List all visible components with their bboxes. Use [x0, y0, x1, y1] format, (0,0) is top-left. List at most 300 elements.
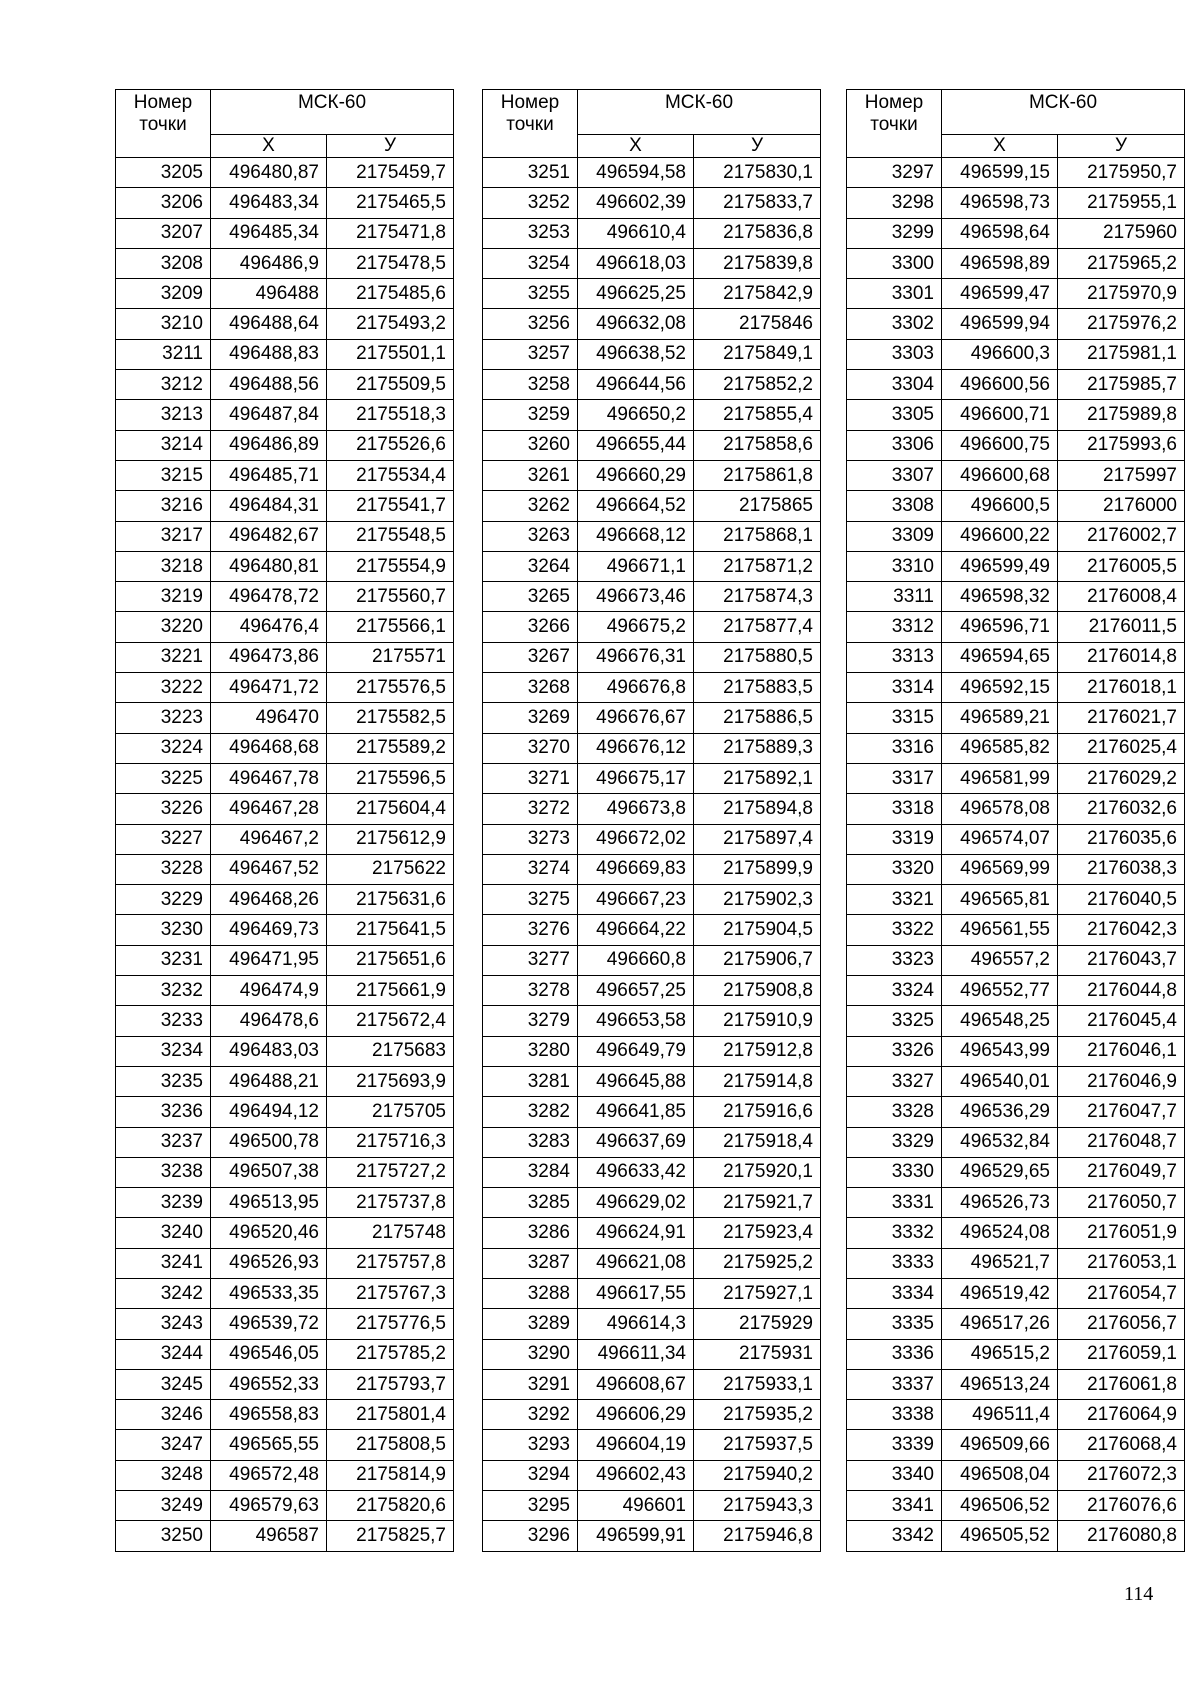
point-number-cell: 3214	[116, 430, 211, 460]
x-coordinate-cell: 496513,95	[211, 1188, 327, 1218]
y-coordinate-cell: 2175997	[1058, 460, 1185, 490]
y-coordinate-cell: 2175865	[694, 491, 821, 521]
x-coordinate-cell: 496488,21	[211, 1066, 327, 1096]
point-number-cell: 3267	[483, 642, 578, 672]
point-number-cell: 3294	[483, 1460, 578, 1490]
point-number-cell: 3341	[847, 1491, 942, 1521]
table-row	[483, 1248, 821, 1278]
point-number-cell: 3335	[847, 1309, 942, 1339]
x-coordinate-cell: 496611,34	[578, 1339, 694, 1369]
table-row	[116, 1127, 454, 1157]
x-coordinate-cell: 496488,64	[211, 309, 327, 339]
table-row	[483, 642, 821, 672]
table-row	[116, 642, 454, 672]
x-coordinate-cell: 496600,5	[942, 491, 1058, 521]
table-row	[116, 1036, 454, 1066]
y-coordinate-cell: 2175931	[694, 1339, 821, 1369]
y-coordinate-cell: 2176044,8	[1058, 976, 1185, 1006]
x-coordinate-cell: 496585,82	[942, 733, 1058, 763]
x-coordinate-cell: 496558,83	[211, 1400, 327, 1430]
y-coordinate-cell: 2175892,1	[694, 763, 821, 793]
y-coordinate-cell: 2175612,9	[327, 824, 454, 854]
table-row	[847, 188, 1185, 218]
point-number-cell: 3276	[483, 915, 578, 945]
table-row	[847, 1309, 1185, 1339]
table-row	[847, 733, 1185, 763]
point-number-cell: 3296	[483, 1521, 578, 1551]
point-number-cell: 3319	[847, 824, 942, 854]
x-coordinate-cell: 496598,89	[942, 248, 1058, 278]
y-coordinate-cell: 2175459,7	[327, 158, 454, 188]
table-row	[483, 794, 821, 824]
coordinate-system-header: МСК-60	[578, 90, 821, 135]
x-coordinate-cell: 496480,81	[211, 551, 327, 581]
table-row	[847, 703, 1185, 733]
y-coordinate-cell: 2175705	[327, 1097, 454, 1127]
table-row	[483, 1369, 821, 1399]
x-coordinate-cell: 496600,3	[942, 339, 1058, 369]
point-number-cell: 3240	[116, 1218, 211, 1248]
x-coordinate-cell: 496649,79	[578, 1036, 694, 1066]
x-coordinate-cell: 496594,58	[578, 158, 694, 188]
x-coordinate-cell: 496606,29	[578, 1400, 694, 1430]
x-coordinate-cell: 496621,08	[578, 1248, 694, 1278]
point-number-cell: 3246	[116, 1400, 211, 1430]
table-row	[116, 854, 454, 884]
y-coordinate-cell: 2175604,4	[327, 794, 454, 824]
point-number-cell: 3325	[847, 1006, 942, 1036]
x-coordinate-cell: 496473,86	[211, 642, 327, 672]
point-number-cell: 3208	[116, 248, 211, 278]
point-number-cell: 3210	[116, 309, 211, 339]
x-coordinate-cell: 496637,69	[578, 1127, 694, 1157]
y-coordinate-cell: 2176032,6	[1058, 794, 1185, 824]
x-coordinate-cell: 496515,2	[942, 1339, 1058, 1369]
x-coordinate-cell: 496543,99	[942, 1036, 1058, 1066]
table-row	[116, 1460, 454, 1490]
point-number-cell: 3333	[847, 1248, 942, 1278]
point-number-cell: 3229	[116, 885, 211, 915]
point-number-cell: 3336	[847, 1339, 942, 1369]
point-number-cell: 3273	[483, 824, 578, 854]
y-coordinate-cell: 2175910,9	[694, 1006, 821, 1036]
point-number-cell: 3238	[116, 1157, 211, 1187]
point-number-cell: 3287	[483, 1248, 578, 1278]
point-number-cell: 3297	[847, 158, 942, 188]
y-coordinate-cell: 2175560,7	[327, 582, 454, 612]
y-coordinate-cell: 2175914,8	[694, 1066, 821, 1096]
x-coordinate-cell: 496533,35	[211, 1278, 327, 1308]
table-row	[847, 1097, 1185, 1127]
y-coordinate-cell: 2175933,1	[694, 1369, 821, 1399]
y-coordinate-cell: 2175548,5	[327, 521, 454, 551]
x-coordinate-cell: 496587	[211, 1521, 327, 1551]
point-number-cell: 3231	[116, 945, 211, 975]
table-row	[483, 521, 821, 551]
y-column-header: У	[1058, 135, 1185, 158]
point-number-cell: 3327	[847, 1066, 942, 1096]
x-coordinate-cell: 496599,49	[942, 551, 1058, 581]
x-coordinate-cell: 496664,52	[578, 491, 694, 521]
x-coordinate-cell: 496486,9	[211, 248, 327, 278]
x-coordinate-cell: 496471,95	[211, 945, 327, 975]
y-coordinate-cell: 2175981,1	[1058, 339, 1185, 369]
point-number-cell: 3257	[483, 339, 578, 369]
table-row	[483, 339, 821, 369]
table-row	[483, 370, 821, 400]
y-coordinate-cell: 2175921,7	[694, 1188, 821, 1218]
x-coordinate-cell: 496671,1	[578, 551, 694, 581]
point-number-cell: 3314	[847, 673, 942, 703]
y-coordinate-cell: 2175925,2	[694, 1248, 821, 1278]
table-row	[116, 1400, 454, 1430]
y-coordinate-cell: 2176018,1	[1058, 673, 1185, 703]
y-coordinate-cell: 2176025,4	[1058, 733, 1185, 763]
y-coordinate-cell: 2176048,7	[1058, 1127, 1185, 1157]
y-coordinate-cell: 2176021,7	[1058, 703, 1185, 733]
x-coordinate-cell: 496467,52	[211, 854, 327, 884]
point-number-cell: 3221	[116, 642, 211, 672]
point-number-cell: 3224	[116, 733, 211, 763]
y-coordinate-cell: 2175916,6	[694, 1097, 821, 1127]
x-coordinate-cell: 496667,23	[578, 885, 694, 915]
point-number-cell: 3253	[483, 218, 578, 248]
y-coordinate-cell: 2175651,6	[327, 945, 454, 975]
x-coordinate-cell: 496602,39	[578, 188, 694, 218]
point-number-cell: 3237	[116, 1127, 211, 1157]
point-number-cell: 3334	[847, 1278, 942, 1308]
y-coordinate-cell: 2175748	[327, 1218, 454, 1248]
table-row	[483, 763, 821, 793]
table-row	[847, 1521, 1185, 1551]
point-number-cell: 3258	[483, 370, 578, 400]
y-coordinate-cell: 2175471,8	[327, 218, 454, 248]
y-coordinate-cell: 2175855,4	[694, 400, 821, 430]
table-row	[116, 460, 454, 490]
y-coordinate-cell: 2175836,8	[694, 218, 821, 248]
x-coordinate-cell: 496601	[578, 1491, 694, 1521]
y-coordinate-cell: 2175767,3	[327, 1278, 454, 1308]
x-coordinate-cell: 496669,83	[578, 854, 694, 884]
table-row	[483, 248, 821, 278]
point-number-cell: 3228	[116, 854, 211, 884]
table-row	[116, 976, 454, 1006]
point-number-cell: 3283	[483, 1127, 578, 1157]
y-coordinate-cell: 2176002,7	[1058, 521, 1185, 551]
x-coordinate-cell: 496600,56	[942, 370, 1058, 400]
table-row	[483, 1400, 821, 1430]
y-coordinate-cell: 2175923,4	[694, 1218, 821, 1248]
y-coordinate-cell: 2175509,5	[327, 370, 454, 400]
y-coordinate-cell: 2175960	[1058, 218, 1185, 248]
y-coordinate-cell: 2176000	[1058, 491, 1185, 521]
table-row	[483, 188, 821, 218]
x-coordinate-cell: 496509,66	[942, 1430, 1058, 1460]
x-coordinate-cell: 496536,29	[942, 1097, 1058, 1127]
point-number-cell: 3248	[116, 1460, 211, 1490]
point-number-cell: 3324	[847, 976, 942, 1006]
x-coordinate-cell: 496676,12	[578, 733, 694, 763]
table-row	[847, 1157, 1185, 1187]
y-coordinate-cell: 2176008,4	[1058, 582, 1185, 612]
x-coordinate-cell: 496660,29	[578, 460, 694, 490]
point-number-cell: 3338	[847, 1400, 942, 1430]
point-number-cell: 3223	[116, 703, 211, 733]
point-number-cell: 3212	[116, 370, 211, 400]
y-coordinate-cell: 2176042,3	[1058, 915, 1185, 945]
x-coordinate-cell: 496488,56	[211, 370, 327, 400]
point-number-cell: 3251	[483, 158, 578, 188]
table-row	[483, 1157, 821, 1187]
x-coordinate-cell: 496610,4	[578, 218, 694, 248]
point-number-cell: 3302	[847, 309, 942, 339]
point-number-cell: 3266	[483, 612, 578, 642]
point-number-cell: 3326	[847, 1036, 942, 1066]
y-coordinate-cell: 2175877,4	[694, 612, 821, 642]
y-coordinate-cell: 2175518,3	[327, 400, 454, 430]
y-coordinate-cell: 2175880,5	[694, 642, 821, 672]
point-number-cell: 3315	[847, 703, 942, 733]
x-coordinate-cell: 496600,71	[942, 400, 1058, 430]
x-coordinate-cell: 496511,4	[942, 1400, 1058, 1430]
x-coordinate-cell: 496592,15	[942, 673, 1058, 703]
point-number-cell: 3250	[116, 1521, 211, 1551]
point-number-cell: 3220	[116, 612, 211, 642]
y-coordinate-cell: 2176047,7	[1058, 1097, 1185, 1127]
x-coordinate-cell: 496638,52	[578, 339, 694, 369]
x-coordinate-cell: 496467,2	[211, 824, 327, 854]
point-number-cell: 3293	[483, 1430, 578, 1460]
point-number-cell: 3241	[116, 1248, 211, 1278]
table-row	[483, 430, 821, 460]
x-coordinate-cell: 496572,48	[211, 1460, 327, 1490]
table-row	[847, 824, 1185, 854]
x-coordinate-cell: 496633,42	[578, 1157, 694, 1187]
x-coordinate-cell: 496468,26	[211, 885, 327, 915]
x-coordinate-cell: 496483,34	[211, 188, 327, 218]
x-coordinate-cell: 496488	[211, 279, 327, 309]
point-number-cell: 3262	[483, 491, 578, 521]
table-row	[483, 1460, 821, 1490]
y-coordinate-cell: 2175985,7	[1058, 370, 1185, 400]
x-coordinate-cell: 496589,21	[942, 703, 1058, 733]
x-coordinate-cell: 496602,43	[578, 1460, 694, 1490]
table-row	[483, 309, 821, 339]
y-coordinate-cell: 2175849,1	[694, 339, 821, 369]
y-coordinate-cell: 2175622	[327, 854, 454, 884]
y-coordinate-cell: 2175693,9	[327, 1066, 454, 1096]
y-coordinate-cell: 2175571	[327, 642, 454, 672]
x-coordinate-cell: 496675,2	[578, 612, 694, 642]
x-coordinate-cell: 496468,68	[211, 733, 327, 763]
table-row	[483, 279, 821, 309]
table-row	[483, 460, 821, 490]
y-coordinate-cell: 2175776,5	[327, 1309, 454, 1339]
y-coordinate-cell: 2175970,9	[1058, 279, 1185, 309]
table-row	[847, 612, 1185, 642]
table-row	[483, 824, 821, 854]
y-coordinate-cell: 2175861,8	[694, 460, 821, 490]
x-coordinate-cell: 496594,65	[942, 642, 1058, 672]
point-number-cell: 3232	[116, 976, 211, 1006]
y-coordinate-cell: 2175641,5	[327, 915, 454, 945]
table-row	[483, 854, 821, 884]
y-coordinate-cell: 2175757,8	[327, 1248, 454, 1278]
table-row	[116, 1066, 454, 1096]
table-row	[483, 703, 821, 733]
point-number-cell: 3288	[483, 1278, 578, 1308]
x-coordinate-cell: 496644,56	[578, 370, 694, 400]
x-coordinate-cell: 496513,24	[942, 1369, 1058, 1399]
x-coordinate-cell: 496578,08	[942, 794, 1058, 824]
table-row	[847, 1400, 1185, 1430]
y-coordinate-cell: 2175716,3	[327, 1127, 454, 1157]
point-number-cell: 3281	[483, 1066, 578, 1096]
point-number-cell: 3236	[116, 1097, 211, 1127]
point-number-cell: 3252	[483, 188, 578, 218]
x-coordinate-cell: 496480,87	[211, 158, 327, 188]
y-coordinate-cell: 2175852,2	[694, 370, 821, 400]
y-coordinate-cell: 2175554,9	[327, 551, 454, 581]
y-coordinate-cell: 2175874,3	[694, 582, 821, 612]
x-coordinate-cell: 496675,17	[578, 763, 694, 793]
y-coordinate-cell: 2175918,4	[694, 1127, 821, 1157]
table-row	[116, 612, 454, 642]
table-row	[483, 1339, 821, 1369]
y-coordinate-cell: 2175908,8	[694, 976, 821, 1006]
table-row	[483, 1491, 821, 1521]
point-number-cell: 3230	[116, 915, 211, 945]
point-number-cell: 3263	[483, 521, 578, 551]
x-coordinate-cell: 496552,77	[942, 976, 1058, 1006]
y-coordinate-cell: 2175937,5	[694, 1430, 821, 1460]
x-coordinate-cell: 496526,73	[942, 1188, 1058, 1218]
table-row	[847, 1218, 1185, 1248]
x-coordinate-cell: 496676,8	[578, 673, 694, 703]
table-row	[483, 915, 821, 945]
coordinates-table-1	[115, 89, 454, 1552]
x-coordinate-cell: 496565,55	[211, 1430, 327, 1460]
x-coordinate-cell: 496565,81	[942, 885, 1058, 915]
point-number-cell: 3254	[483, 248, 578, 278]
point-number-cell: 3235	[116, 1066, 211, 1096]
point-number-cell: 3269	[483, 703, 578, 733]
point-number-header: Номер точки	[116, 90, 211, 158]
table-row	[483, 491, 821, 521]
table-row	[116, 521, 454, 551]
point-number-cell: 3339	[847, 1430, 942, 1460]
x-coordinate-cell: 496664,22	[578, 915, 694, 945]
y-coordinate-cell: 2175935,2	[694, 1400, 821, 1430]
table-row	[847, 673, 1185, 703]
table-row	[116, 582, 454, 612]
table-row	[483, 1218, 821, 1248]
point-number-cell: 3311	[847, 582, 942, 612]
point-number-cell: 3318	[847, 794, 942, 824]
y-coordinate-cell: 2175801,4	[327, 1400, 454, 1430]
y-coordinate-cell: 2175478,5	[327, 248, 454, 278]
y-coordinate-cell: 2176053,1	[1058, 1248, 1185, 1278]
point-number-cell: 3308	[847, 491, 942, 521]
point-number-cell: 3340	[847, 1460, 942, 1490]
x-coordinate-cell: 496599,15	[942, 158, 1058, 188]
table-row	[847, 1491, 1185, 1521]
y-coordinate-cell: 2176072,3	[1058, 1460, 1185, 1490]
table-row	[847, 976, 1185, 1006]
x-coordinate-cell: 496488,83	[211, 339, 327, 369]
point-number-cell: 3268	[483, 673, 578, 703]
table-row	[847, 158, 1185, 188]
x-coordinate-cell: 496524,08	[942, 1218, 1058, 1248]
table-row	[483, 945, 821, 975]
y-coordinate-cell: 2175737,8	[327, 1188, 454, 1218]
y-coordinate-cell: 2175493,2	[327, 309, 454, 339]
table-row	[847, 854, 1185, 884]
y-coordinate-cell: 2176076,6	[1058, 1491, 1185, 1521]
table-row	[116, 763, 454, 793]
table-row	[116, 279, 454, 309]
x-coordinate-cell: 496574,07	[942, 824, 1058, 854]
x-column-header: Х	[578, 135, 694, 158]
table-row	[847, 1369, 1185, 1399]
table-row	[483, 1188, 821, 1218]
y-coordinate-cell: 2175727,2	[327, 1157, 454, 1187]
point-number-cell: 3272	[483, 794, 578, 824]
point-number-cell: 3244	[116, 1339, 211, 1369]
x-coordinate-cell: 496471,72	[211, 673, 327, 703]
point-number-cell: 3306	[847, 430, 942, 460]
point-number-cell: 3329	[847, 1127, 942, 1157]
y-coordinate-cell: 2175846	[694, 309, 821, 339]
table-row	[483, 1066, 821, 1096]
point-number-cell: 3309	[847, 521, 942, 551]
y-coordinate-cell: 2175808,5	[327, 1430, 454, 1460]
table-row	[847, 400, 1185, 430]
table-row	[483, 1097, 821, 1127]
point-number-cell: 3213	[116, 400, 211, 430]
y-coordinate-cell: 2175534,4	[327, 460, 454, 490]
point-number-cell: 3216	[116, 491, 211, 521]
table-row	[483, 976, 821, 1006]
table-row	[483, 1036, 821, 1066]
y-coordinate-cell: 2176061,8	[1058, 1369, 1185, 1399]
y-coordinate-cell: 2176005,5	[1058, 551, 1185, 581]
x-coordinate-cell: 496598,73	[942, 188, 1058, 218]
y-coordinate-cell: 2175576,5	[327, 673, 454, 703]
x-coordinate-cell: 496540,01	[942, 1066, 1058, 1096]
x-coordinate-cell: 496598,32	[942, 582, 1058, 612]
table-row	[847, 551, 1185, 581]
y-coordinate-cell: 2175661,9	[327, 976, 454, 1006]
y-coordinate-cell: 2176038,3	[1058, 854, 1185, 884]
y-coordinate-cell: 2175793,7	[327, 1369, 454, 1399]
table-row	[847, 1430, 1185, 1460]
point-number-cell: 3282	[483, 1097, 578, 1127]
table-row	[483, 1127, 821, 1157]
point-number-cell: 3305	[847, 400, 942, 430]
point-number-header: Номер точки	[483, 90, 578, 158]
table-row	[116, 218, 454, 248]
y-coordinate-cell: 2175902,3	[694, 885, 821, 915]
table-row	[116, 703, 454, 733]
point-number-cell: 3209	[116, 279, 211, 309]
point-number-cell: 3322	[847, 915, 942, 945]
x-coordinate-cell: 496517,26	[942, 1309, 1058, 1339]
point-number-cell: 3207	[116, 218, 211, 248]
table-row	[116, 430, 454, 460]
x-coordinate-cell: 496520,46	[211, 1218, 327, 1248]
table-row	[483, 551, 821, 581]
